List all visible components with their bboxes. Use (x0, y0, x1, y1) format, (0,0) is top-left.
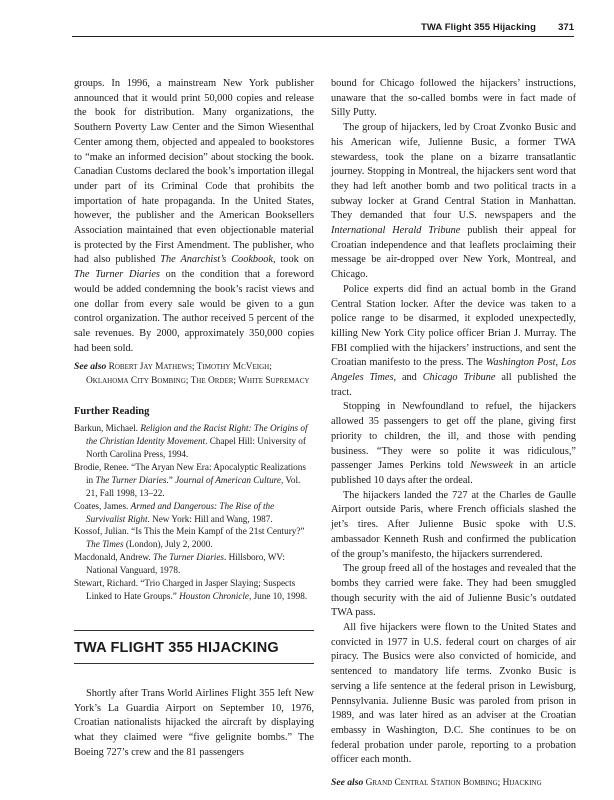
reference-item: Brodie, Renee. “The Aryan New Era: Apocalyptic Realizations in The Turner Diaries.” Journal of American Culture, Vol. 21, Fall 1998, 13–22. (74, 461, 306, 498)
running-head: TWA Flight 355 Hijacking (420, 22, 536, 33)
body-paragraph: Stopping in Newfoundland to refuel, the hijackers allowed 35 passengers to get off the plane, giving first priority to children, the ill, and those with pending business. “They were so polite it was ridiculous,” passenger James Perkins told Newsweek in an article published 10 days after the ordeal. (331, 401, 576, 486)
see-also-links[interactable]: Robert Jay Mathews; Timothy McVeigh; Oklahoma City Bombing; The Order; White Supremacy (86, 362, 310, 387)
further-reading-heading: Further Reading (74, 406, 150, 418)
see-also-label: See also (74, 361, 107, 373)
body-paragraph: Shortly after Trans World Airlines Flight 355 left New York’s La Guardia Airport on September 10, 1976, Croatian nationalists hijacked the aircraft by displaying what they claimed were “five gelignite bombs.” The Boeing 727’s crew and the 81 passengers (74, 687, 314, 758)
body-paragraph: The group of hijackers, led by Croat Zvonko Busic and his American wife, Julienne Busic, a former TWA stewardess, took the plane on a bizarre transatlantic journey. Stopping in Montreal, the hijackers sent word that they had left another bomb and two political tracts in a subway locker at Grand Central Station in Manhattan. They demanded that four U.S. newspapers and the International Herald Tribune publish their appeal for Croatian independence and that leaflets proclaiming their message be air-dropped over New York, Montreal, and Chicago. (331, 122, 576, 281)
header-rule (72, 36, 574, 37)
body-paragraph: All five hijackers were flown to the United States and convicted in 1977 in U.S. federal court on charges of air piracy. The Busics were also convicted of homicide, and sentenced to mandatory life terms. Zvonko Busic is serving a life sentence at the federal prison in Lewisburg, Pennsylvania. Julienne Busic was paroled from prison in 1989, and was later hired as an adviser at the Croatian embassy in Washington, D.C. She continues to be on federal probation under parole, reporting to a probation officer each month. (331, 622, 576, 766)
section-title: TWA FLIGHT 355 HIJACKING (74, 639, 279, 656)
see-also-label: See also (331, 777, 364, 789)
reference-item: Macdonald, Andrew. The Turner Diaries. Hillsboro, WV: National Vanguard, 1978. (74, 552, 285, 576)
body-paragraph: The hijackers landed the 727 at the Charles de Gaulle Airport outside Paris, where French officials slashed the jet’s tires. After Julienne Busic spoke with U.S. ambassador Kenneth Rush and confirmed the publication of the group’s manifesto, the hijackers surrendered. (331, 489, 576, 560)
see-also-links[interactable]: Grand Central Station Bombing; Hijacking (365, 778, 542, 789)
reference-item: Coates, James. Armed and Dangerous: The Rise of the Survivalist Right. New York: Hill and Wang, 1987. (74, 500, 275, 524)
left-column (74, 77, 314, 760)
section-rule-top (74, 630, 314, 631)
see-also (331, 776, 576, 791)
page-header (0, 22, 614, 38)
body-paragraph: groups. In 1996, a mainstream New York publisher announced that it would print 50,000 copies and release the book for distribution. Many organizations, the Southern Poverty Law Center and the Simon Wiesenthal Center among them, objected and appealed to bookstores to “make an informed decision” about stocking the book. Canadian Customs declared the book’s importation illegal under part of its Criminal Code that prohibits the importation of hate propaganda. In the United States, however, the publisher and the American Booksellers Association maintained that even objectionable material is protected by the First Amendment. The publisher, who had also published The Anarchist’s Cookbook, took on The Turner Diaries on the condition that a foreword would be added condemning the book’s racist views and one dollar from every sale would be given to a gun control organization. The author received 5 percent of the sale revenues. By 2000, approximately 350,000 copies had been sold. (74, 78, 314, 354)
right-column (331, 77, 576, 791)
reference-item: Stewart, Richard. “Trio Charged in Jasper Slaying; Suspects Linked to Hate Groups.” Houston Chronicle, June 10, 1998. (74, 578, 308, 601)
see-also (74, 360, 314, 389)
body-paragraph: The group freed all of the hostages and revealed that the bombs they carried were fake. They had been smuggled though security with the aid of Julienne Busic’s outdated TWA pass. (331, 563, 576, 619)
section-rule-bottom (74, 663, 314, 664)
body-paragraph: bound for Chicago followed the hijackers’ instructions, unaware that the so-called bombs were in fact made of Silly Putty. (331, 78, 576, 119)
reference-item: Barkun, Michael. Religion and the Racist Right: The Origins of the Christian Identity Movement. Chapel Hill: University of North Carolina Press, 1994. (74, 423, 308, 459)
body-paragraph: Police experts did find an actual bomb in the Grand Central Station locker. After the device was taken to a police range to be disarmed, it exploded unexpectedly, killing New York City police officer Brian J. Murray. The FBI complied with the hijackers’ instructions, and sent the Croatian manifesto to the press. The Washington Post, Los Angeles Times, and Chicago Tribune all published the tract. (331, 283, 577, 398)
reference-item: Kossof, Julian. “Is This the Mein Kampf of the 21st Century?” The Times (London), July 2, 2000. (74, 526, 305, 550)
page-number: 371 (558, 22, 574, 33)
